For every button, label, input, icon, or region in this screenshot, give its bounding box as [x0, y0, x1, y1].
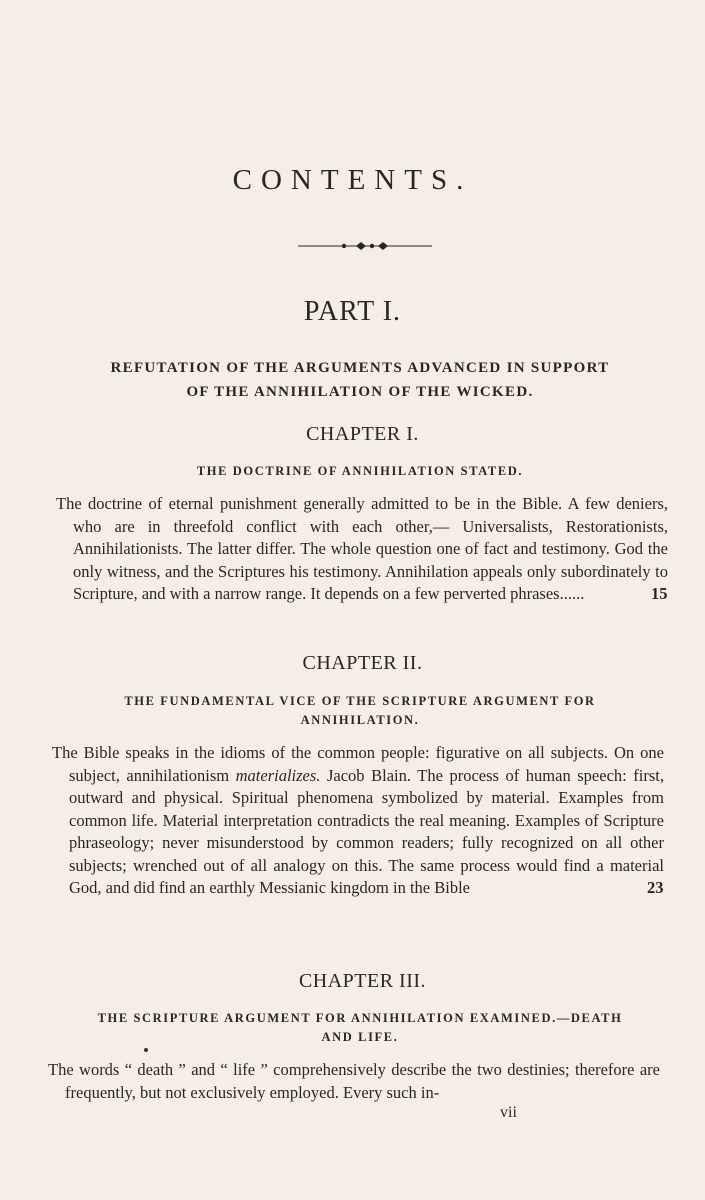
- chapter-1-subtitle: THE DOCTRINE OF ANNIHILATION STATED.: [196, 464, 524, 478]
- chapter-3-subtitle-line: AND LIFE.: [321, 1030, 399, 1044]
- part-heading: PART I.: [303, 296, 402, 327]
- part-subtitle-line: REFUTATION OF THE ARGUMENTS ADVANCED IN SUPPORT: [110, 360, 610, 376]
- part-subtitle-line: OF THE ANNIHILATION OF THE WICKED.: [186, 384, 534, 400]
- chapter-3-summary-text: The words “ death ” and “ life ” comprehensively describe the two destinies; therefore are frequently, but not exclusively employed. Every such in-: [48, 1060, 660, 1102]
- chapter-1-summary: The doctrine of eternal punishment generally admitted to be in the Bible. A few deniers, who are in threefold conflict with each other,— Universalists, Restorationists, Annihilationists. The latter differ. The whole question one of fact and testimony. God the only witness, and the Scriptures his testimony. Annihilation appeals only subordinately to Scripture, and with a narrow range. It depends on a few perverted phrases...... 15: [56, 494, 668, 603]
- contents-title: CONTENTS.: [232, 164, 473, 196]
- chapter-2-subtitle-line: THE FUNDAMENTAL VICE OF THE SCRIPTURE ARGUMENT FOR: [124, 694, 596, 708]
- chapter-2-summary-emphasis: materializes.: [235, 765, 321, 785]
- part-subtitle: [60, 356, 660, 404]
- ink-speck: [144, 1048, 148, 1052]
- chapter-3-heading: CHAPTER III.: [298, 970, 427, 992]
- page-folio: vii: [500, 1104, 517, 1121]
- chapter-2-summary: The Bible speaks in the idioms of the common people: figurative on all subjects. On one subject, annihilationism materializes. Jacob Blain. The process of human speech: first, outward and physical. Spiritual phenomena symbolized by material. Examples from common life. Material interpretation contradicts the real meaning. Examples of Scripture phraseology; never misunderstood by common readers; fully recognized on all other subjects; wrenched out of all analogy on this. The same process would find a material God, and did find an earthly Messianic kingdom in the Bible 23: [52, 743, 664, 897]
- chapter-2-summary-text: The Bible speaks in the idioms of the common people: figurative on all subjects. On one subject, annihilationism: [52, 743, 664, 785]
- chapter-2-subtitle: [40, 692, 680, 730]
- chapter-1-summary-text: The doctrine of eternal punishment generally admitted to be in the Bible. A few deniers, who are in threefold conflict with each other,— Universalists, Restorationists, Annihilationists. The latter differ. The whole question one of fact and testimony. God the only witness, and the Scriptures his testimony. Annihilation appeals only subordinately to Scripture, and with a narrow range. It depends on a few perverted phrases......: [56, 494, 668, 603]
- chapter-2-subtitle-line: ANNIHILATION.: [300, 713, 420, 727]
- chapter-2-heading: CHAPTER II.: [302, 652, 423, 674]
- chapter-3-subtitle: [40, 1009, 680, 1047]
- chapter-3-summary: [48, 1059, 660, 1104]
- chapter-2-summary-text-cont: Jacob Blain. The process of human speech: first, outward and physical. Spiritual phenomena symbolized by material. Examples from common life. Material interpretation contradicts the real meaning. Examples of Scripture phraseology; never misunderstood by common readers; fully recognized on all other subjects; wrenched out of all analogy on this. The same process would find a material God, and did find an earthly Messianic kingdom in the Bible: [69, 765, 664, 897]
- ornament-rule-icon: [296, 238, 434, 254]
- chapter-1-heading: CHAPTER I.: [306, 423, 419, 445]
- chapter-3-subtitle-line: THE SCRIPTURE ARGUMENT FOR ANNIHILATION EXAMINED.—DEATH: [97, 1011, 623, 1025]
